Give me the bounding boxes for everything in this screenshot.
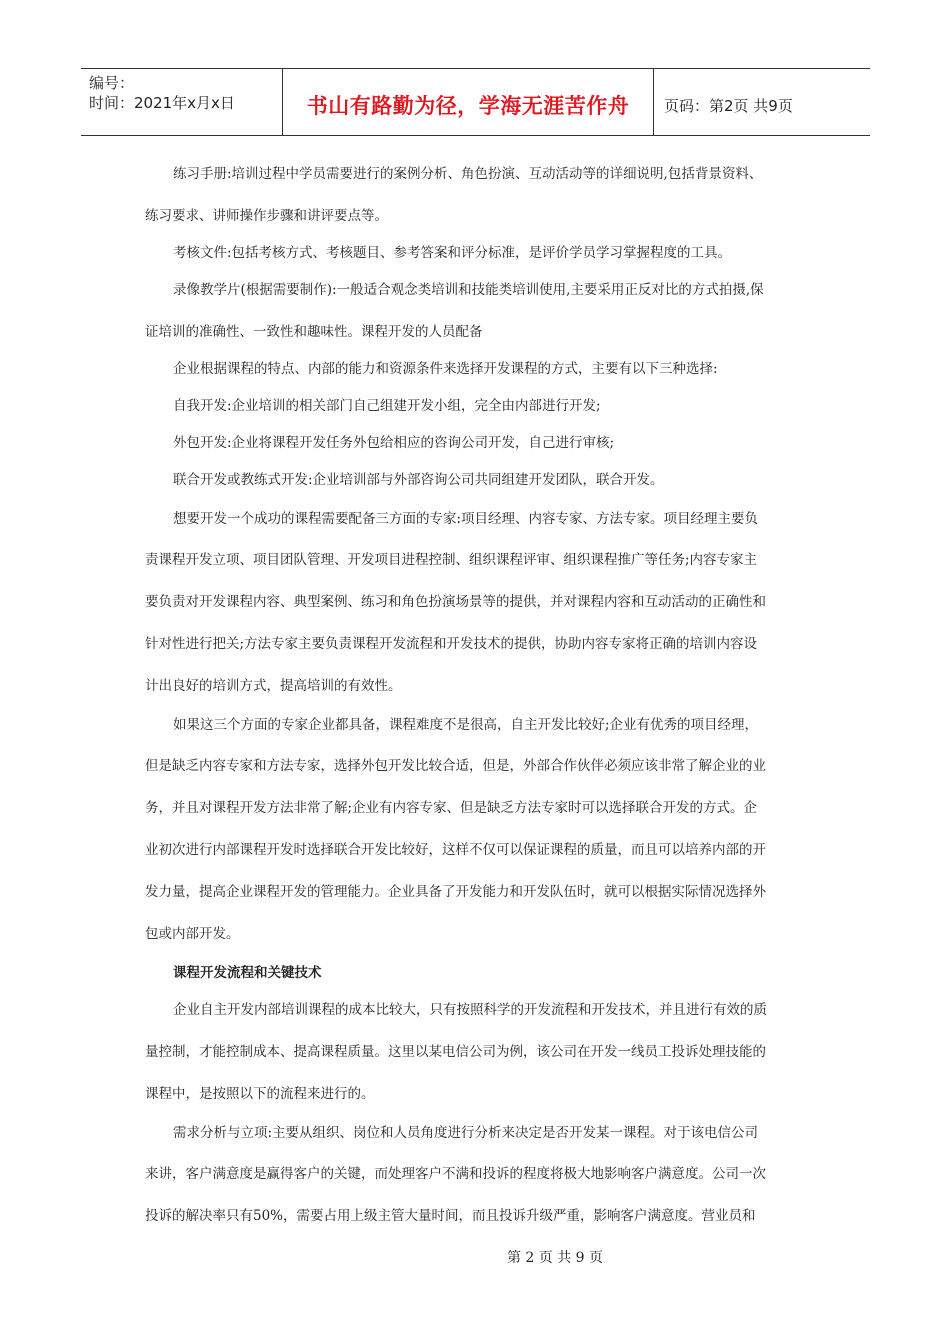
paragraph-line: 如果这三个方面的专家企业都具备，课程难度不是很高，自主开发比较好;企业有优秀的项目经理， — [173, 717, 759, 733]
paragraph-line: 企业根据课程的特点、内部的能力和资源条件来选择开发课程的方式，主要有以下三种选择: — [173, 361, 718, 377]
paragraph-line: 责课程开发立项、项目团队管理、开发项目进程控制、组织课程评审、组织课程推广等任务;内容专家主 — [145, 552, 758, 568]
paragraph-line: 业初次进行内部课程开发时选择联合开发比较好，这样不仅可以保证课程的质量，而且可以培养内部的开 — [145, 842, 766, 858]
header-table — [81, 68, 870, 136]
serial-label: 编号： — [89, 74, 135, 92]
paragraph-line: 投诉的解决率只有50%，需要占用上级主管大量时间，而且投诉升级严重，影响客户满意度。营业员和 — [145, 1208, 756, 1224]
paragraph-line: 考核文件:包括考核方式、考核题目、参考答案和评分标准，是评价学员学习掌握程度的工具。 — [173, 245, 732, 261]
paragraph-line: 录像教学片(根据需要制作):一般适合观念类培训和技能类培训使用,主要采用正反对比的方式拍摄,保 — [173, 282, 764, 298]
paragraph-line: 联合开发或教练式开发:企业培训部与外部咨询公司共同组建开发团队，联合开发。 — [173, 472, 664, 488]
paragraph-line: 证培训的准确性、一致性和趣味性。课程开发的人员配备 — [145, 324, 483, 340]
paragraph-line: 包或内部开发。 — [145, 926, 240, 942]
date-label: 时间：2021年x月x日 — [89, 94, 235, 112]
paragraph-line: 自我开发:企业培训的相关部门自己组建开发小组，完全由内部进行开发; — [173, 398, 601, 414]
section-heading: 课程开发流程和关键技术 — [173, 965, 322, 981]
paragraph-line: 需求分析与立项:主要从组织、岗位和人员角度进行分析来决定是否开发某一课程。对于该电信公司 — [173, 1125, 759, 1141]
paragraph-line: 想要开发一个成功的课程需要配备三方面的专家:项目经理、内容专家、方法专家。项目经理主要负 — [173, 511, 759, 527]
paragraph-line: 务，并且对课程开发方法非常了解;企业有内容专家、但是缺乏方法专家时可以选择联合开发的方式。企 — [145, 800, 758, 816]
paragraph-line: 企业自主开发内部培训课程的成本比较大，只有按照科学的开发流程和开发技术，并且进行有效的质 — [173, 1002, 767, 1018]
footer-page-number: 第 2 页 共 9 页 — [506, 1250, 604, 1266]
paragraph-line: 要负责对开发课程内容、典型案例、练习和角色扮演场景等的提供，并对课程内容和互动活动的正确性和 — [145, 594, 766, 610]
paragraph-line: 练习要求、讲师操作步骤和讲评要点等。 — [145, 208, 388, 224]
header-motto-cell — [283, 69, 654, 135]
paragraph-line: 外包开发:企业将课程开发任务外包给相应的咨询公司开发，自己进行审核; — [173, 435, 615, 451]
header-page-cell — [654, 69, 870, 135]
header-page-label: 页码：第2页 共9页 — [664, 96, 793, 115]
motto-text: 书山有路勤为径，学海无涯苦作舟 — [306, 94, 630, 118]
paragraph-line: 但是缺乏内容专家和方法专家，选择外包开发比较合适，但是，外部合作伙伴必须应该非常了解企业的业 — [145, 758, 766, 774]
paragraph-line: 发力量，提高企业课程开发的管理能力。企业具备了开发能力和开发队伍时，就可以根据实际情况选择外 — [145, 884, 766, 900]
paragraph-line: 课程中，是按照以下的流程来进行的。 — [145, 1086, 375, 1102]
paragraph-line: 针对性进行把关;方法专家主要负责课程开发流程和开发技术的提供，协助内容专家将正确的培训内容设 — [145, 636, 758, 652]
paragraph-line: 来讲，客户满意度是赢得客户的关键，而处理客户不满和投诉的程度将极大地影响客户满意度。公司一次 — [145, 1166, 766, 1182]
header-meta-cell — [81, 69, 283, 135]
paragraph-line: 练习手册:培训过程中学员需要进行的案例分析、角色扮演、互动活动等的详细说明,包括背景资料、 — [173, 166, 763, 182]
page-footer — [0, 1247, 950, 1267]
paragraph-line: 计出良好的培训方式，提高培训的有效性。 — [145, 678, 402, 694]
paragraph-line: 量控制，才能控制成本、提高课程质量。这里以某电信公司为例，该公司在开发一线员工投诉处理技能的 — [145, 1044, 766, 1060]
